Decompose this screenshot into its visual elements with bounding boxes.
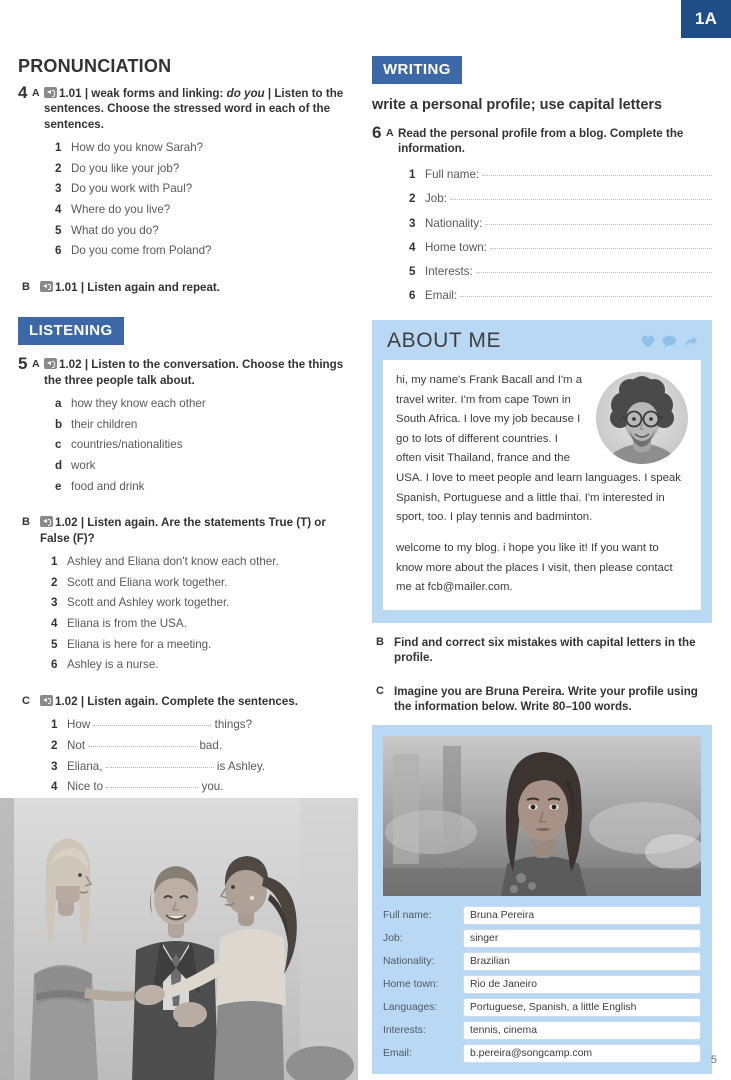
item-marker: c	[55, 438, 62, 452]
list-item[interactable]	[55, 221, 358, 242]
info-row-value[interactable]: Brazilian	[463, 952, 701, 971]
item-marker: 4	[51, 617, 58, 630]
exercise-6a-letter: A	[386, 126, 394, 139]
exercise-4a-rubric-suffix: Listen to the sentences. Choose the stressed word in each of the sentences.	[44, 87, 344, 131]
item-marker: 1	[51, 718, 58, 732]
comment-icon[interactable]	[662, 335, 677, 348]
list-item[interactable]	[51, 573, 358, 594]
profile-field-label: Nationality:	[425, 216, 483, 230]
gap-answer-blank[interactable]	[106, 777, 198, 788]
info-row-label: Home town:	[383, 979, 439, 991]
item-marker: 1	[51, 555, 58, 569]
item-text: food and drink	[71, 479, 145, 493]
item-marker: e	[55, 479, 62, 493]
exercise-5b	[18, 515, 358, 676]
exercise-5b-letter: B	[22, 516, 30, 529]
listening-section-badge: LISTENING	[18, 317, 124, 345]
handshake-photo	[0, 798, 358, 1080]
rubric-separator: |	[80, 516, 85, 530]
exercise-5b-item-list	[40, 552, 358, 676]
item-text: Do you come from Poland?	[71, 244, 212, 258]
exercise-5c-rubric	[40, 694, 358, 709]
profile-answer-row[interactable]	[409, 260, 712, 284]
heart-icon[interactable]	[641, 335, 655, 348]
audio-track-number: 1.02	[55, 694, 78, 708]
info-row-value[interactable]: Bruna Pereira	[463, 906, 701, 925]
item-text: work	[71, 459, 96, 473]
item-text: How do you know Sarah?	[71, 141, 204, 155]
item-marker: 2	[51, 575, 58, 589]
blog-card	[383, 360, 701, 610]
audio-track-number: 1.01	[55, 280, 78, 294]
exercise-5b-rubric	[40, 515, 358, 546]
exercise-5-number: 5	[18, 354, 28, 374]
audio-track-number: 1.02	[59, 358, 82, 372]
item-marker: 2	[409, 192, 416, 206]
list-item[interactable]	[55, 241, 358, 262]
list-item[interactable]	[51, 614, 358, 635]
exercise-6-number: 6	[372, 122, 382, 142]
exercise-5b-rubric-text: Listen again. Are the statements True (T) or False (F)?	[40, 516, 326, 545]
profile-answer-blank[interactable]	[450, 199, 712, 200]
profile-answer-row[interactable]	[409, 284, 712, 308]
unit-tab	[681, 0, 731, 38]
avatar	[596, 372, 688, 464]
list-item[interactable]	[51, 635, 358, 656]
right-column	[372, 56, 712, 1074]
list-item[interactable]	[51, 655, 358, 676]
writing-section-badge: WRITING	[372, 56, 462, 84]
audio-track-number: 1.02	[55, 516, 78, 530]
profile-answer-blank[interactable]	[485, 224, 712, 225]
exercise-6c-letter: C	[376, 684, 384, 697]
exercise-4b	[18, 280, 358, 295]
list-item[interactable]	[55, 415, 358, 436]
info-row-label: Interests:	[383, 1025, 426, 1037]
gap-text-after: bad.	[196, 738, 223, 752]
rubric-separator: |	[80, 694, 85, 708]
exercise-6a-answer-list	[398, 163, 712, 308]
item-text: Scott and Ashley work together.	[67, 596, 230, 610]
item-text: Ashley is a nurse.	[67, 658, 159, 672]
item-marker: 3	[55, 182, 62, 196]
item-text: Scott and Eliana work together.	[67, 575, 228, 589]
gap-text-after: is Ashley.	[213, 759, 266, 773]
list-item[interactable]	[55, 435, 358, 456]
info-row-value[interactable]: Portuguese, Spanish, a little English	[463, 998, 701, 1017]
item-marker: 6	[409, 288, 416, 302]
list-item[interactable]	[55, 159, 358, 180]
list-item[interactable]	[55, 477, 358, 498]
exercise-4b-rubric-text: Listen again and repeat.	[87, 280, 221, 294]
exercise-5c-rubric-text: Listen again. Complete the sentences.	[87, 694, 298, 708]
blog-header	[383, 329, 701, 360]
audio-speaker-icon[interactable]	[40, 516, 53, 527]
info-row-value[interactable]: tennis, cinema	[463, 1021, 701, 1040]
profile-answer-blank[interactable]	[490, 248, 712, 249]
profile-answer-blank[interactable]	[482, 175, 712, 176]
item-marker: a	[55, 397, 62, 411]
gap-text-before: How	[67, 718, 94, 732]
gap-answer-blank[interactable]	[88, 736, 196, 747]
exercise-5a-rubric-text: Listen to the conversation. Choose the things the three people talk about.	[44, 358, 344, 387]
item-text: countries/nationalities	[71, 438, 183, 452]
info-row-value[interactable]: b.pereira@songcamp.com	[463, 1044, 701, 1063]
exercise-5a-rubric	[44, 357, 358, 388]
item-text: how they know each other	[71, 397, 206, 411]
info-row-label: Email:	[383, 1048, 412, 1060]
rubric-separator-2: |	[267, 87, 272, 100]
exercise-4a-rubric-prefix: weak forms and linking:	[91, 87, 224, 100]
profile-answer-row[interactable]	[409, 187, 712, 211]
item-text: their children	[71, 417, 138, 431]
item-marker: 2	[55, 161, 62, 175]
exercise-4b-rubric	[40, 280, 358, 295]
exercise-4a-rubric-italic: do you	[226, 87, 265, 100]
profile-photo	[383, 736, 701, 896]
item-marker: 6	[55, 244, 62, 258]
lesson-subtitle: write a personal profile; use capital letters	[372, 97, 663, 113]
item-marker: 4	[409, 240, 416, 254]
exercise-6b-rubric: Find and correct six mistakes with capital letters in the profile.	[394, 635, 696, 665]
list-item[interactable]	[55, 394, 358, 415]
gap-fill-item[interactable]	[51, 736, 358, 757]
blog-title: ABOUT ME	[387, 329, 502, 353]
exercise-6b-letter: B	[376, 635, 384, 648]
gap-fill-item[interactable]	[51, 757, 358, 778]
rubric-separator: |	[84, 87, 89, 100]
item-text: Where do you live?	[71, 203, 171, 217]
info-row-value[interactable]: singer	[463, 929, 701, 948]
profile-field-label: Interests:	[425, 264, 473, 278]
rubric-separator: |	[84, 358, 89, 372]
info-row-label: Languages:	[383, 1002, 438, 1014]
blog-paragraph: welcome to my blog. i hope you like it! If you want to know more about the places I visit, then please contact me at fcb@mailer.com.	[396, 541, 673, 594]
item-marker: 6	[51, 658, 58, 672]
item-marker: b	[55, 417, 63, 431]
item-text: Ashley and Eliana don't know each other.	[67, 555, 279, 569]
gap-text-before: Not	[67, 738, 89, 752]
profile-answer-blank[interactable]	[476, 272, 712, 273]
gap-text-before: Nice to	[67, 780, 107, 794]
profile-field-label: Email:	[425, 288, 458, 302]
audio-track-number: 1.01	[59, 87, 82, 100]
list-item[interactable]	[55, 200, 358, 221]
item-marker: 5	[51, 637, 58, 651]
gap-text-after: things?	[211, 718, 253, 732]
exercise-4a-item-list	[44, 138, 358, 262]
info-row-label: Job:	[383, 933, 403, 945]
profile-info-table	[383, 906, 701, 1063]
profile-info-panel	[372, 725, 712, 1074]
item-marker: 3	[51, 596, 58, 610]
item-text: What do you do?	[71, 223, 159, 237]
exercise-6b	[372, 635, 712, 666]
list-item[interactable]	[55, 179, 358, 200]
blog-paragraph: hi, my name's Frank Bacall and I'm a travel writer. I'm from cape Town in South Africa. I love my job because I go to lots of different countries. I often visit Thailand, france and the USA. I love to meet people and learn languages. I speak Spanish, Portuguese and a little thai. I'm interested in sport, too. I play tennis and badminton.	[396, 374, 681, 524]
item-marker: 4	[51, 780, 58, 794]
exercise-6c-rubric: Imagine you are Bruna Pereira. Write your profile using the information below. Write 80–100 words.	[394, 684, 698, 713]
item-marker: 3	[409, 216, 416, 230]
item-text: Eliana is from the USA.	[67, 617, 187, 630]
exercise-5a-letter: A	[32, 358, 40, 371]
audio-speaker-icon[interactable]	[40, 695, 53, 706]
item-marker: 1	[55, 141, 62, 155]
share-icon[interactable]	[684, 335, 698, 348]
profile-field-label: Full name:	[425, 168, 480, 182]
info-row-label: Full name:	[383, 910, 432, 922]
profile-answer-blank[interactable]	[460, 296, 712, 297]
item-text: Do you work with Paul?	[71, 182, 193, 196]
gap-text-after: you.	[198, 780, 224, 794]
blog-icon-group	[641, 335, 698, 348]
list-item[interactable]	[51, 552, 358, 573]
list-item[interactable]	[55, 456, 358, 477]
item-marker: 5	[409, 264, 416, 278]
exercise-5a	[18, 354, 358, 497]
profile-answer-row[interactable]	[409, 212, 712, 236]
exercise-6a	[372, 122, 712, 308]
exercise-4a-rubric	[44, 86, 358, 132]
unit-tab-label: 1A	[694, 9, 718, 28]
item-marker: 1	[409, 168, 416, 182]
item-marker: 5	[55, 223, 62, 237]
left-column	[18, 56, 358, 890]
audio-speaker-icon[interactable]	[40, 281, 53, 292]
pronunciation-section-title: PRONUNCIATION	[18, 56, 172, 76]
blog-panel	[372, 320, 712, 623]
info-row-value[interactable]: Rio de Janeiro	[463, 975, 701, 994]
gap-answer-blank[interactable]	[106, 757, 214, 768]
audio-speaker-icon[interactable]	[44, 358, 57, 369]
gap-fill-item[interactable]	[51, 777, 358, 798]
list-item[interactable]	[51, 593, 358, 614]
profile-answer-row[interactable]	[409, 236, 712, 260]
profile-answer-row[interactable]	[409, 163, 712, 187]
gap-fill-item[interactable]	[51, 715, 358, 736]
exercise-6c	[372, 684, 712, 715]
exercise-4-number: 4	[18, 83, 28, 102]
item-marker: 3	[51, 759, 58, 773]
exercise-5a-item-list	[44, 394, 358, 497]
info-row-label: Nationality:	[383, 956, 435, 968]
profile-field-label: Home town:	[425, 240, 487, 254]
item-text: Do you like your job?	[71, 161, 180, 175]
page-number: 5	[710, 1054, 717, 1066]
item-text: Eliana is here for a meeting.	[67, 637, 212, 651]
exercise-4a	[18, 83, 358, 262]
exercise-4a-letter: A	[32, 87, 40, 99]
audio-speaker-icon[interactable]	[44, 87, 57, 98]
list-item[interactable]	[55, 138, 358, 159]
gap-text-before: Eliana,	[67, 759, 106, 773]
exercise-6a-rubric: Read the personal profile from a blog. Complete the information.	[398, 126, 684, 155]
profile-field-label: Job:	[425, 192, 447, 206]
exercise-4b-letter: B	[22, 280, 30, 293]
item-marker: 4	[55, 203, 62, 217]
item-marker: 2	[51, 738, 58, 752]
exercise-5c-letter: C	[22, 694, 30, 707]
rubric-separator: |	[80, 280, 85, 294]
gap-answer-blank[interactable]	[93, 715, 211, 726]
item-marker: d	[55, 459, 63, 473]
